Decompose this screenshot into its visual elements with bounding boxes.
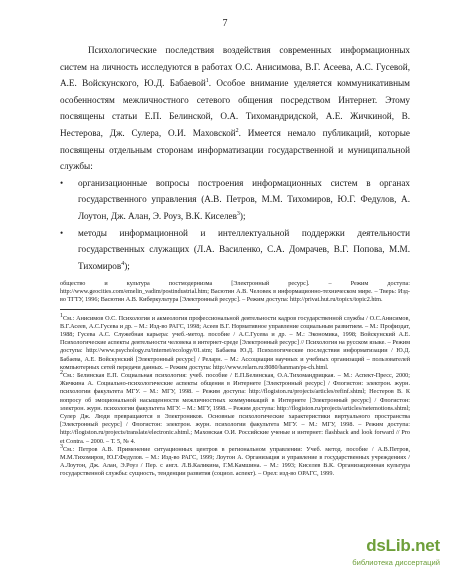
page-number: 7 xyxy=(222,18,228,29)
watermark-logo-tld: .net xyxy=(410,536,440,555)
footnote-number: 3 xyxy=(60,443,63,450)
list-item xyxy=(60,175,410,225)
footnote-continuation: общество и культура постмодернизма [Электронный ресурс]. – Режим доступа: http://www.geocities.com/emelin_vadim/postindustrial.htm; Васютин А.В. Человек в информационно-техническом мире. – Тверь: Изд-во ТГТУ, 1996; Васютин А.В. Киберкультура [Электронный ресурс]. – Режим доступа: http://privat.hut.ru/topicx/topic2.htm. xyxy=(60,280,410,304)
watermark-logo-text: dsLib xyxy=(366,536,411,555)
footnote-ref-4[interactable]: 4 xyxy=(121,260,125,267)
watermark-subtitle: библиотека диссертаций xyxy=(352,558,440,567)
list-item-text: организационные вопросы построения информационных систем в органах государственного управления (А.В. Петров, М.М. Тихомиров, Ю.Г. Федулов, А. Лоутон, Дж. Алан, Э. Роуз, В.К. Киселев xyxy=(78,177,410,221)
watermark[interactable] xyxy=(310,536,440,574)
paragraph-text: . Имеется немало публикаций, которые посвящены отдельным сторонам информатизации государственной и муниципальной службы: xyxy=(60,127,410,172)
bullet-list xyxy=(60,175,410,275)
list-item xyxy=(60,225,410,275)
footnote-ref-2[interactable]: 2 xyxy=(235,127,239,134)
watermark-logo xyxy=(366,536,440,556)
list-item-end: ); xyxy=(239,210,246,221)
bullet-icon: • xyxy=(60,227,64,238)
footnote xyxy=(60,369,410,446)
bullet-icon: • xyxy=(60,177,64,188)
footnote-text: См.: Анисимов О.С. Психология и акмеология профессиональной деятельности кадров государственной службы / О.С.Анисимов, В.Г.Асеев, А.С.Гусева и др. – М.: Изд-во РАГС, 1998; Асеев В.Г. Нормативное управление социальным развитием. – М.: Профиздат, 1988; Гусева А.С. Служебная карьера: учеб.-метод. пособие / А.С.Гусева и др. – М.: Экономика, 1998; Войскунский А.Е. Психологические аспекты деятельности человека в интернет-среде [Электронный ресурс] // Психология на русском языке. – Режим доступа: http://www.psychology.ru/internet/ecology/01.stm; Бабаева Ю.Д. Психологические последствия информатизации / Ю.Д. Бабаева, А.Е. Войскунский [Электронный ресурс] / Реларн. – М.: Ассоциация научных и учебных организаций – пользователей компьютерных сетей передачи данных. – Режим доступа: http://www.relarn.ru:8080/hanman/ps-ch.html. xyxy=(60,314,410,371)
footnote-ref-3[interactable]: 3 xyxy=(236,210,240,217)
list-item-text: методы информационной и интеллектуальной поддержки деятельности государственных служащих (Л.А. Василенко, С.А. Домрачев, В.Г. Попова, М.М. Тихомиров xyxy=(78,227,410,271)
paragraph-text: Психологические последствия воздействия современных информационных систем на личность исследуются в работах О.С. Анисимова, В.Г. Асеева, А.С. Гусевой, А.Е. Войскунского, Ю.Д. Бабаевой xyxy=(60,45,410,89)
main-text xyxy=(60,42,410,274)
footnote-separator xyxy=(60,309,200,310)
footnote-text: См.: Белинская Е.П. Социальная психология: учеб. пособие / Е.П.Белинская, О.А.Тихомандрицкая. – М.: Аспект-Пресс, 2000; Жичкина А. Социально-психологические аспекты общения в Интернете [Электронный ресурс] / Флогистон: электрон. журн. психологии факультета МГУ. – М.: МГУ, 1998. – Режим доступа: http://flogiston.ru/projects/articles/refinf.shtml; Нестеров В. К вопросу об эмоциональной насыщенности межличностных коммуникаций в Интернете [Электронный ресурс] / Флогистон: электрон. журн. психологии факультета МГУ. – М.: МГУ, 1998. – Режим доступа: http://flogiston.ru/projects/articles/netemotions.shtml; Сулер Дж. Люди превращаются в Электроников. Основные психологические характеристики виртуального пространства [Электронный ресурс] / Флогистон: электрон. журн. психологии факультета МГУ. – М.: МГУ, 1998. – Режим доступа: http://flogiston.ru/projects/translate/electronic.shtml.; Маховская О.И. Российские ученые и интернет: flashback and look forward // Pro et Contra. – 2000. – Т. 5, № 4. xyxy=(60,372,410,445)
paragraph-text: . Особое внимание уделяется коммуникативным особенностям межличностного сетевого общения посредством Интернет. Этому посвящены статьи Е.П. Белинской, О.А. Тихомандридской, А.Е. Жичкиной, В. Нестерова, Дж. Сулера, О.И. Маховской xyxy=(60,78,410,138)
paragraph xyxy=(60,42,410,175)
footnote-number: 1 xyxy=(60,312,63,319)
footnote xyxy=(60,312,410,372)
list-item-end: ); xyxy=(124,260,130,271)
footnote-ref-1[interactable]: 1 xyxy=(205,78,209,85)
footnote xyxy=(60,443,410,479)
footnote-number: 2 xyxy=(60,369,63,376)
footnote-text: См.: Петров А.В. Применение ситуационных центров в региональном управлении: Учеб. метод. пособие / А.В.Петров, М.М.Тихомиров, Ю.Г.Федулов. – М.: Изд-во РАГС, 1999; Лоутон А. Организация и управление в государственных учреждениях / А.Лоутон, Дж. Алан, Э.Роуз / Пер. с англ. Л.В.Каликина, Г.М.Камшина. – М.: 1993; Киселев В.К. Организационная культура государственной службы: сущность, тенденции развития (социол. аспект). – Орел: изд-во ОРАГС, 1999. xyxy=(60,445,410,478)
